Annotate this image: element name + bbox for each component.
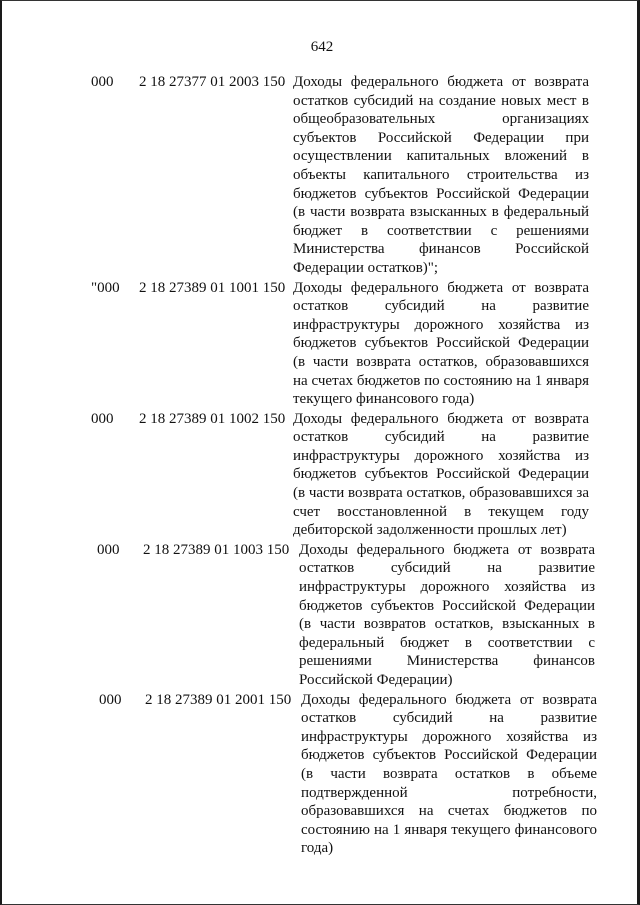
budget-classification-code: 2 18 27377 01 2003 150 (139, 74, 286, 90)
revenue-entry (2, 410, 640, 540)
page-number: 642 (310, 39, 334, 55)
budget-classification-code: 2 18 27389 01 1001 150 (139, 279, 286, 296)
admin-code: 000 (91, 410, 114, 427)
revenue-description: Доходы федерального бюджета от возврата остатков субсидий на развитие инфраструктуры дорожного хозяйства из бюджетов субъектов Российской Федерации (в части возвратов остатков, взысканных в федеральный бюджет в соответствии с решениями Министерства финансов Российской Федерации) (299, 541, 595, 688)
admin-code: 000 (99, 691, 122, 708)
revenue-entry (2, 279, 640, 409)
budget-classification-code: 2 18 27389 01 1002 150 (139, 410, 286, 427)
revenue-entry (2, 541, 640, 690)
revenue-description: Доходы федерального бюджета от возврата остатков субсидий на развитие инфраструктуры дорожного хозяйства из бюджетов субъектов Российской Федерации (в части возврата остатков, образовавшихся на счетах бюджетов по состоянию на 1 января текущего финансового года) (293, 279, 589, 408)
budget-classification-code: 2 18 27389 01 1003 150 (143, 541, 290, 558)
revenue-description: Доходы федерального бюджета от возврата остатков субсидий на развитие инфраструктуры дорожного хозяйства из бюджетов субъектов Российской Федерации (в части возврата остатков в объеме подтвержденной потребности, образовавшихся на счетах бюджетов по состоянию на 1 января текущего финансового года) (301, 691, 597, 857)
revenue-description: Доходы федерального бюджета от возврата остатков субсидий на создание новых мест в общеобразовательных организациях субъектов Российской Федерации при осуществлении капитальных вложений в объекты капитального строительства из бюджетов субъектов Российской Федерации (в части возврата взысканных в федеральный бюджет в соответствии с решениями Министерства финансов Российской Федерации остатков)"; (293, 74, 589, 276)
admin-code: 000 (97, 541, 120, 558)
revenue-entry (2, 73, 640, 278)
admin-code: 000 (91, 74, 114, 90)
revenue-entry (2, 691, 640, 858)
budget-classification-code: 2 18 27389 01 2001 150 (145, 691, 292, 708)
revenue-description: Доходы федерального бюджета от возврата остатков субсидий на развитие инфраструктуры дорожного хозяйства из бюджетов субъектов Российской Федерации (в части возврата остатков, образовавшихся за счет восстановленной в текущем году дебиторской задолженности прошлых лет) (293, 410, 589, 539)
admin-code: "000 (91, 279, 120, 296)
revenue-code-list (2, 73, 640, 859)
